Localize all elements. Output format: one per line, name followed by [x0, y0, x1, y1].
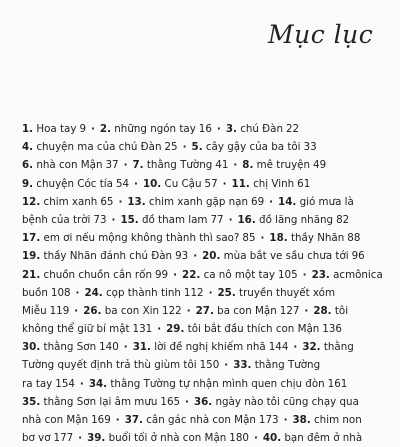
chapter-number: 16. [237, 213, 256, 226]
page-number: 37 [105, 159, 119, 172]
chapter-title: thằng [323, 341, 354, 354]
chapter-number: 15. [120, 213, 139, 226]
chapter-title: cọp thành tinh [106, 286, 181, 299]
toc-entry [196, 305, 300, 317]
chapter-title: đồ lăng nhăng [259, 213, 334, 226]
toc-line [22, 338, 394, 356]
chapter-title: thằng Sơn [43, 341, 97, 354]
separator-dot: · [224, 359, 229, 372]
page-number: 73 [93, 213, 107, 226]
toc-entry [84, 287, 203, 299]
chapter-title: chú Đàn [240, 123, 283, 135]
separator-dot: · [134, 177, 138, 190]
chapter-number: 17. [22, 232, 41, 245]
toc-entry [22, 414, 111, 426]
toc-line [22, 211, 394, 229]
chapter-title: chim xanh [43, 195, 98, 208]
separator-dot: · [283, 414, 288, 426]
toc-entry [22, 341, 119, 353]
chapter-title: thằng Sơn lại âm mưu [43, 395, 158, 408]
toc-entry [269, 232, 360, 244]
chapter-title: nhà con Mận [36, 159, 103, 172]
toc-line [22, 284, 394, 302]
toc-entry [312, 269, 383, 281]
page-number: 69 [251, 195, 265, 208]
separator-dot: · [222, 177, 227, 190]
toc-entry [22, 287, 71, 299]
page-number: 112 [183, 286, 204, 299]
toc-line [22, 120, 394, 138]
toc-line [22, 266, 394, 284]
chapter-number: 5. [191, 141, 203, 154]
page-number: 169 [91, 414, 111, 426]
page-number: 136 [322, 323, 342, 336]
chapter-title: ba con Xin [104, 304, 160, 317]
chapter-number: 7. [132, 159, 144, 172]
chapter-title: buổi tối ở nhà con Mận [108, 432, 227, 445]
chapter-number: 12. [22, 195, 41, 208]
separator-dot: · [302, 268, 307, 281]
separator-dot: · [182, 141, 187, 154]
toc-entry [133, 159, 229, 171]
chapter-number: 3. [225, 123, 237, 135]
page-number: 140 [99, 341, 119, 354]
separator-dot: · [193, 250, 198, 263]
chapter-title: thằng Tường [254, 359, 321, 372]
toc-entry [238, 214, 350, 226]
page-number: 9 [79, 123, 86, 135]
chapter-number: 24. [84, 286, 103, 299]
toc-line [22, 411, 394, 429]
toc-entry [22, 178, 129, 190]
chapter-title: chuyện ma của chú Đàn [36, 141, 162, 154]
chapter-number: 36. [193, 395, 213, 408]
chapter-number: 30. [22, 341, 41, 354]
separator-dot: · [74, 304, 79, 317]
toc-entry [263, 432, 362, 444]
chapter-number: 21. [22, 268, 41, 281]
chapter-title: thầy Nhãn [290, 232, 345, 245]
page-number: 33 [303, 141, 317, 154]
page-number: 61 [297, 177, 311, 190]
page-number: 49 [313, 159, 327, 172]
page-number: 99 [155, 268, 169, 281]
chapter-number: 18. [269, 232, 288, 245]
chapter-number: 20. [202, 250, 221, 263]
toc-entry [22, 432, 73, 444]
separator-dot: · [216, 123, 221, 135]
page-number: 127 [279, 304, 300, 317]
separator-dot: · [304, 304, 309, 317]
toc-entry [166, 323, 342, 335]
chapter-title: ngày nào tôi cũng chạy qua [215, 395, 359, 408]
separator-dot: · [118, 195, 123, 208]
chapter-title: chuyện Cóc tía [36, 177, 113, 190]
separator-dot: · [91, 123, 95, 135]
toc-entry [120, 214, 223, 226]
page-number: 88 [347, 232, 361, 245]
toc-entry [125, 414, 279, 426]
chapter-number: 11. [231, 177, 250, 190]
toc-entry [133, 341, 289, 353]
separator-dot: · [75, 286, 80, 299]
toc-entry [22, 378, 75, 390]
chapter-title: nhà con Mận [22, 414, 89, 426]
chapter-title: cây gậy của ba tôi [205, 141, 301, 154]
chapter-title: mùa bắt ve sầu chưa tới [223, 250, 349, 263]
chapter-title: mê truyện [256, 159, 311, 172]
chapter-title: ca nô một tay [203, 268, 275, 281]
chapter-number: 37. [124, 414, 143, 426]
toc-entry [22, 196, 113, 208]
separator-dot: · [173, 268, 178, 281]
toc-entry [194, 396, 359, 408]
chapter-title: thằng Tường tự nhận mình quen chịu đòn [110, 377, 325, 390]
page-number: 105 [278, 268, 298, 281]
toc-entry [278, 196, 354, 208]
page-number: 77 [210, 213, 224, 226]
toc-entry [100, 123, 212, 135]
page-number: 154 [55, 377, 75, 390]
chapter-title: bệnh của trời [22, 213, 91, 226]
chapter-number: 35. [22, 395, 41, 408]
toc-entry [22, 250, 188, 262]
chapter-title: acmônica [333, 268, 383, 281]
page-number: 161 [327, 377, 348, 390]
chapter-title: bạn đêm ở nhà [284, 432, 363, 445]
chapter-number: 38. [292, 414, 311, 426]
toc-entry [22, 396, 180, 408]
toc-entry [232, 178, 311, 190]
chapter-title: Cu Cậu [164, 177, 202, 190]
toc-entry [182, 269, 298, 281]
toc-line [22, 175, 394, 193]
page-number: 54 [115, 177, 130, 190]
toc-entry [292, 414, 361, 426]
page-number: 25 [164, 141, 178, 154]
toc-entry [22, 214, 107, 226]
chapter-number: 22. [182, 268, 201, 281]
chapter-title: ba con Mận [217, 304, 277, 317]
chapter-title: Miễu [22, 304, 47, 317]
toc-line [22, 156, 394, 174]
page-number: 82 [336, 213, 350, 226]
chapter-number: 33. [233, 359, 252, 372]
page-number: 22 [286, 123, 300, 135]
toc-line [22, 375, 394, 393]
toc-line [22, 393, 394, 411]
chapter-title: Tường quyết định trả thù giùm tôi [22, 359, 197, 372]
toc-entry [89, 378, 347, 390]
chapter-title: lời đề nghị khiếm nhã [154, 341, 266, 354]
page-number: 173 [258, 414, 279, 426]
chapter-title: Hoa tay [36, 123, 77, 135]
chapter-number: 10. [142, 177, 162, 190]
page-number: 93 [175, 250, 189, 263]
page-number: 96 [351, 250, 365, 263]
separator-dot: · [208, 286, 213, 299]
toc-entry [22, 269, 168, 281]
page-title: Mục lục [268, 20, 374, 49]
toc-entry [22, 323, 152, 335]
page-number: 177 [53, 432, 74, 445]
page-number: 41 [215, 159, 229, 172]
chapter-title: buồn [22, 286, 48, 299]
page-number: 108 [50, 286, 71, 299]
separator-dot: · [157, 323, 162, 336]
chapter-number: 6. [22, 159, 34, 172]
chapter-number: 28. [313, 304, 332, 317]
page-number: 131 [132, 323, 153, 336]
separator-dot: · [233, 159, 238, 172]
chapter-number: 25. [217, 286, 236, 299]
chapter-number: 23. [311, 268, 330, 281]
chapter-number: 2. [99, 123, 111, 135]
separator-dot: · [253, 432, 258, 445]
toc-entry [22, 232, 256, 244]
page-number: 65 [100, 195, 114, 208]
separator-dot: · [115, 414, 120, 426]
toc-line [22, 320, 394, 338]
chapter-title: chim xanh gặp nạn [148, 195, 249, 208]
separator-dot: · [111, 213, 116, 226]
chapter-title: chim non [314, 414, 362, 426]
chapter-title: chị Vinh [253, 177, 295, 190]
toc-entry [22, 159, 119, 171]
chapter-number: 32. [302, 341, 321, 354]
toc-line [22, 302, 394, 320]
toc-line [22, 247, 394, 265]
toc-entry [22, 123, 86, 135]
toc-line [22, 356, 394, 374]
toc-entry [87, 432, 249, 444]
toc-entry [302, 341, 353, 353]
chapter-title: tôi bắt đầu thích con Mận [187, 323, 320, 336]
separator-dot: · [228, 213, 233, 226]
page-number: 165 [160, 395, 181, 408]
chapter-title: gió mưa là [299, 195, 354, 208]
chapter-number: 31. [132, 341, 151, 354]
toc-entry [202, 250, 365, 262]
toc-entry [226, 123, 299, 135]
toc-line [22, 429, 394, 445]
chapter-number: 39. [87, 432, 106, 445]
toc-entry [22, 141, 178, 153]
toc-entry [233, 359, 320, 371]
chapter-title: thằng Tường [146, 159, 213, 172]
chapter-title: ra tay [22, 377, 53, 390]
page-number: 150 [199, 359, 220, 372]
chapter-number: 40. [262, 432, 282, 445]
chapter-title: không thể giữ bí mật [22, 323, 130, 336]
chapter-number: 27. [195, 304, 214, 317]
chapter-number: 14. [278, 195, 297, 208]
toc-line [22, 193, 394, 211]
separator-dot: · [269, 195, 274, 208]
chapter-number: 19. [22, 250, 41, 263]
toc-entry [143, 178, 218, 190]
toc-entry [192, 141, 317, 153]
toc-line [22, 138, 394, 156]
toc-line [22, 229, 394, 247]
chapter-number: 9. [22, 177, 34, 190]
separator-dot: · [260, 232, 265, 245]
chapter-number: 29. [166, 323, 185, 336]
chapter-title: bơ vơ [22, 432, 51, 445]
page-number: 122 [162, 304, 182, 317]
toc-entry [313, 305, 348, 317]
separator-dot: · [186, 304, 191, 317]
toc-entry [218, 287, 336, 299]
chapter-number: 26. [83, 304, 102, 317]
separator-dot: · [293, 341, 298, 354]
separator-dot: · [185, 395, 189, 408]
toc-entry [22, 359, 219, 371]
chapter-title: thầy Nhãn đánh chú Đàn [43, 250, 173, 263]
separator-dot: · [123, 159, 128, 172]
chapter-number: 34. [88, 377, 108, 390]
page-number: 85 [242, 232, 256, 245]
page-number: 180 [229, 432, 249, 445]
chapter-number: 1. [22, 123, 34, 135]
table-of-contents [22, 120, 394, 445]
chapter-number: 4. [22, 141, 34, 154]
page-number: 57 [204, 177, 218, 190]
chapter-title: truyền thuyết xóm [239, 286, 335, 299]
toc-entry [22, 305, 69, 317]
chapter-title: đồ tham lam [141, 213, 208, 226]
page-number: 144 [268, 341, 289, 354]
chapter-number: 8. [242, 159, 254, 172]
chapter-title: cân gác nhà con Mận [146, 414, 256, 426]
chapter-title: chuồn chuồn cắn rốn [43, 268, 152, 281]
chapter-title: em ơi nếu mộng không thành thì sao? [43, 232, 240, 245]
toc-entry [83, 305, 182, 317]
toc-entry [242, 159, 326, 171]
chapter-title: tôi [334, 304, 349, 317]
toc-entry [127, 196, 264, 208]
separator-dot: · [79, 377, 84, 390]
chapter-title: những ngón tay [114, 123, 196, 135]
separator-dot: · [78, 432, 83, 445]
chapter-number: 13. [127, 195, 146, 208]
page-number: 119 [49, 304, 70, 317]
page-number: 16 [198, 123, 212, 135]
separator-dot: · [123, 341, 128, 354]
